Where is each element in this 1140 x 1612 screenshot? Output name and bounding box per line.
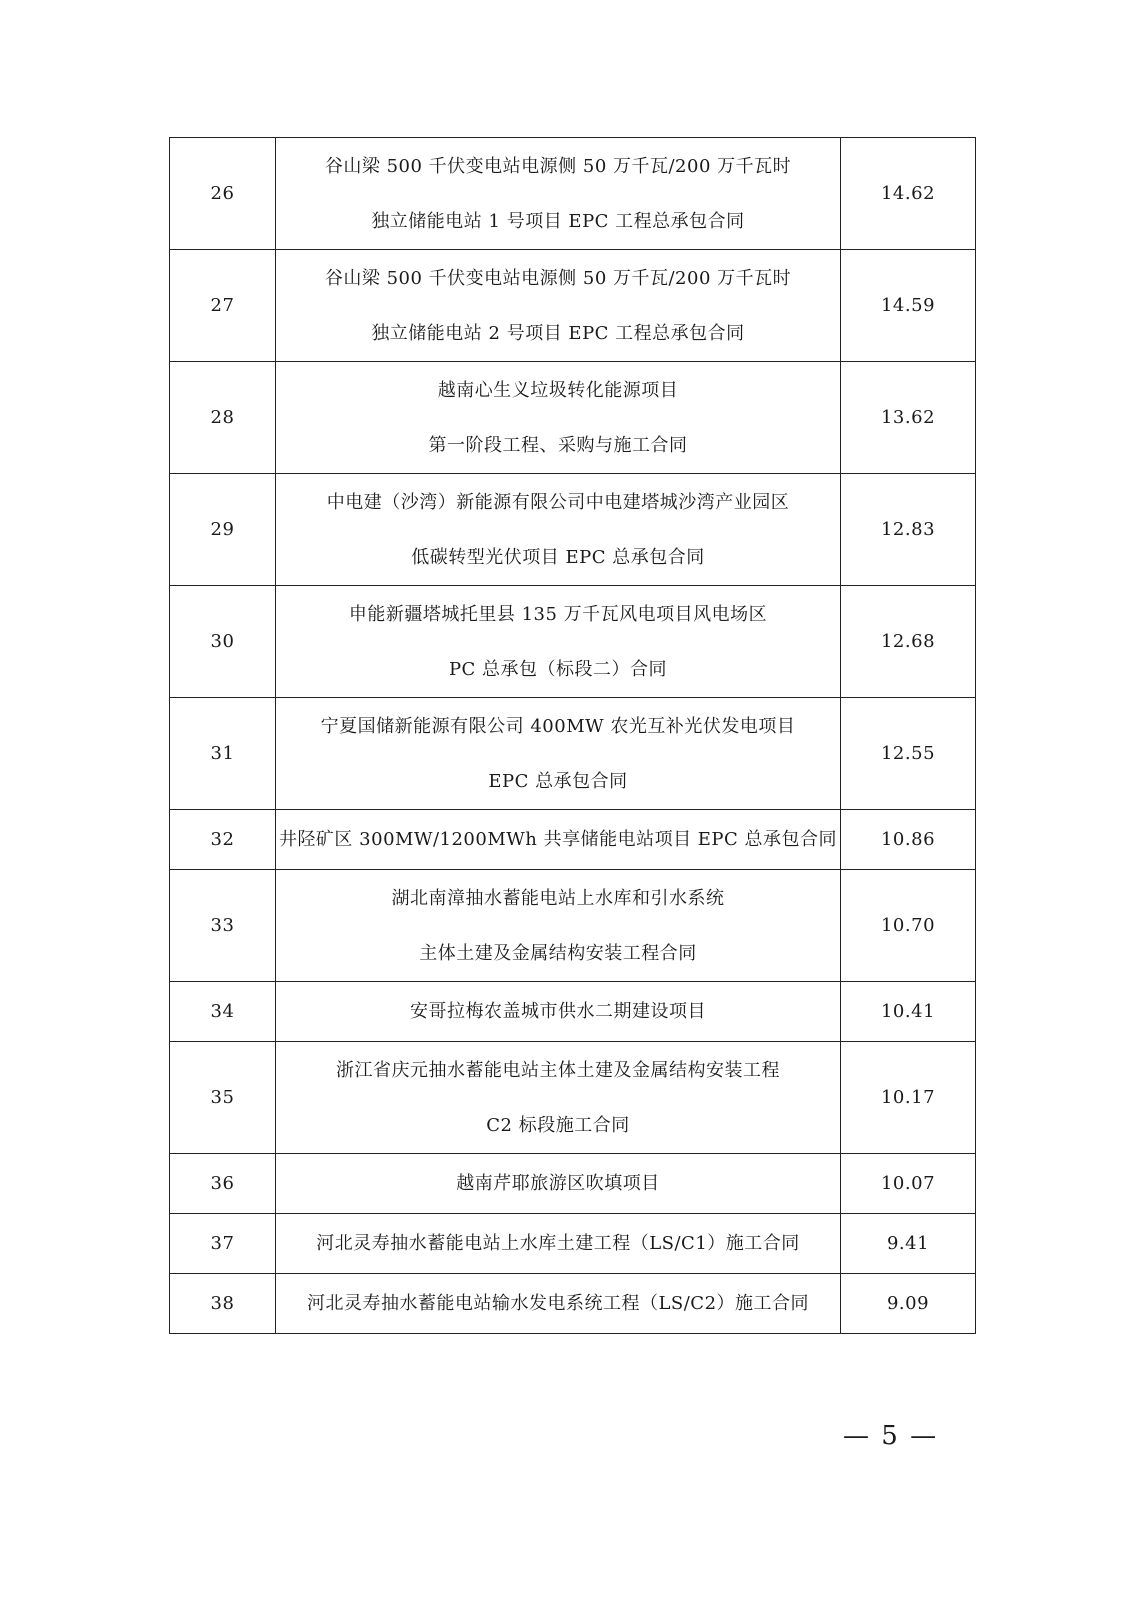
row-number: 30 [170, 586, 276, 698]
contract-value: 14.62 [841, 138, 976, 250]
contract-value: 10.41 [841, 982, 976, 1042]
row-number: 34 [170, 982, 276, 1042]
contract-name-line: 河北灵寿抽水蓄能电站上水库土建工程（LS/C1）施工合同 [316, 1232, 800, 1254]
contract-name [276, 810, 841, 870]
table-row [170, 1274, 976, 1334]
table-row [170, 250, 976, 362]
contract-name [276, 982, 841, 1042]
contract-name-line: 宁夏国储新能源有限公司 400MW 农光互补光伏发电项目 [320, 715, 796, 737]
row-number: 33 [170, 870, 276, 982]
row-number: 28 [170, 362, 276, 474]
contract-name-line: 第一阶段工程、采购与施工合同 [428, 434, 688, 456]
contract-name-line: C2 标段施工合同 [486, 1114, 630, 1136]
contract-value: 10.70 [841, 870, 976, 982]
table-row [170, 362, 976, 474]
table-row [170, 870, 976, 982]
contract-name [276, 474, 841, 586]
table-row [170, 474, 976, 586]
contract-value: 9.41 [841, 1214, 976, 1274]
row-number: 36 [170, 1154, 276, 1214]
contract-name-line: 浙江省庆元抽水蓄能电站主体土建及金属结构安装工程 [336, 1059, 780, 1081]
contract-value: 14.59 [841, 250, 976, 362]
table-row [170, 698, 976, 810]
contracts-table [169, 137, 976, 1334]
page-number: — 5 — [843, 1421, 939, 1451]
row-number: 37 [170, 1214, 276, 1274]
contract-name-line: 井陉矿区 300MW/1200MWh 共享储能电站项目 EPC 总承包合同 [278, 828, 838, 850]
row-number: 38 [170, 1274, 276, 1334]
table-row [170, 1214, 976, 1274]
contract-name-line: 河北灵寿抽水蓄能电站输水发电系统工程（LS/C2）施工合同 [306, 1292, 810, 1314]
contract-name [276, 698, 841, 810]
contract-name [276, 1042, 841, 1154]
table-row [170, 138, 976, 250]
contract-value: 12.83 [841, 474, 976, 586]
contract-value: 12.68 [841, 586, 976, 698]
contract-name [276, 250, 841, 362]
contract-value: 12.55 [841, 698, 976, 810]
contract-name-line: 谷山梁 500 千伏变电站电源侧 50 万千瓦/200 万千瓦时 [324, 267, 792, 289]
contract-value: 10.17 [841, 1042, 976, 1154]
contracts-table-body [170, 138, 976, 1334]
contract-name-line: 独立储能电站 2 号项目 EPC 工程总承包合同 [371, 322, 745, 344]
contract-name [276, 138, 841, 250]
contract-name [276, 586, 841, 698]
contract-name [276, 1274, 841, 1334]
contract-name-line: 安哥拉梅农盖城市供水二期建设项目 [410, 1000, 706, 1022]
row-number: 29 [170, 474, 276, 586]
contract-name-line: 申能新疆塔城托里县 135 万千瓦风电项目风电场区 [348, 603, 768, 625]
contract-name-line: 越南芹耶旅游区吹填项目 [456, 1172, 660, 1194]
contract-name-line: 主体土建及金属结构安装工程合同 [419, 942, 697, 964]
contract-value: 10.86 [841, 810, 976, 870]
contract-name-line: 谷山梁 500 千伏变电站电源侧 50 万千瓦/200 万千瓦时 [324, 155, 792, 177]
row-number: 27 [170, 250, 276, 362]
contract-name-line: 湖北南漳抽水蓄能电站上水库和引水系统 [391, 887, 725, 909]
contract-name [276, 870, 841, 982]
contract-name-line: EPC 总承包合同 [488, 770, 628, 792]
contract-name-line: 越南心生义垃圾转化能源项目 [437, 379, 679, 401]
table-row [170, 810, 976, 870]
row-number: 31 [170, 698, 276, 810]
row-number: 35 [170, 1042, 276, 1154]
row-number: 26 [170, 138, 276, 250]
row-number: 32 [170, 810, 276, 870]
contract-name-line: 独立储能电站 1 号项目 EPC 工程总承包合同 [371, 210, 745, 232]
contract-name-line: 低碳转型光伏项目 EPC 总承包合同 [411, 546, 705, 568]
table-row [170, 1154, 976, 1214]
contract-name [276, 362, 841, 474]
table-row [170, 586, 976, 698]
table-row [170, 1042, 976, 1154]
contract-name-line: 中电建（沙湾）新能源有限公司中电建塔城沙湾产业园区 [326, 491, 790, 513]
contract-name [276, 1214, 841, 1274]
contract-name [276, 1154, 841, 1214]
table-row [170, 982, 976, 1042]
contract-value: 13.62 [841, 362, 976, 474]
contract-value: 10.07 [841, 1154, 976, 1214]
contract-name-line: PC 总承包（标段二）合同 [448, 658, 668, 680]
contract-value: 9.09 [841, 1274, 976, 1334]
